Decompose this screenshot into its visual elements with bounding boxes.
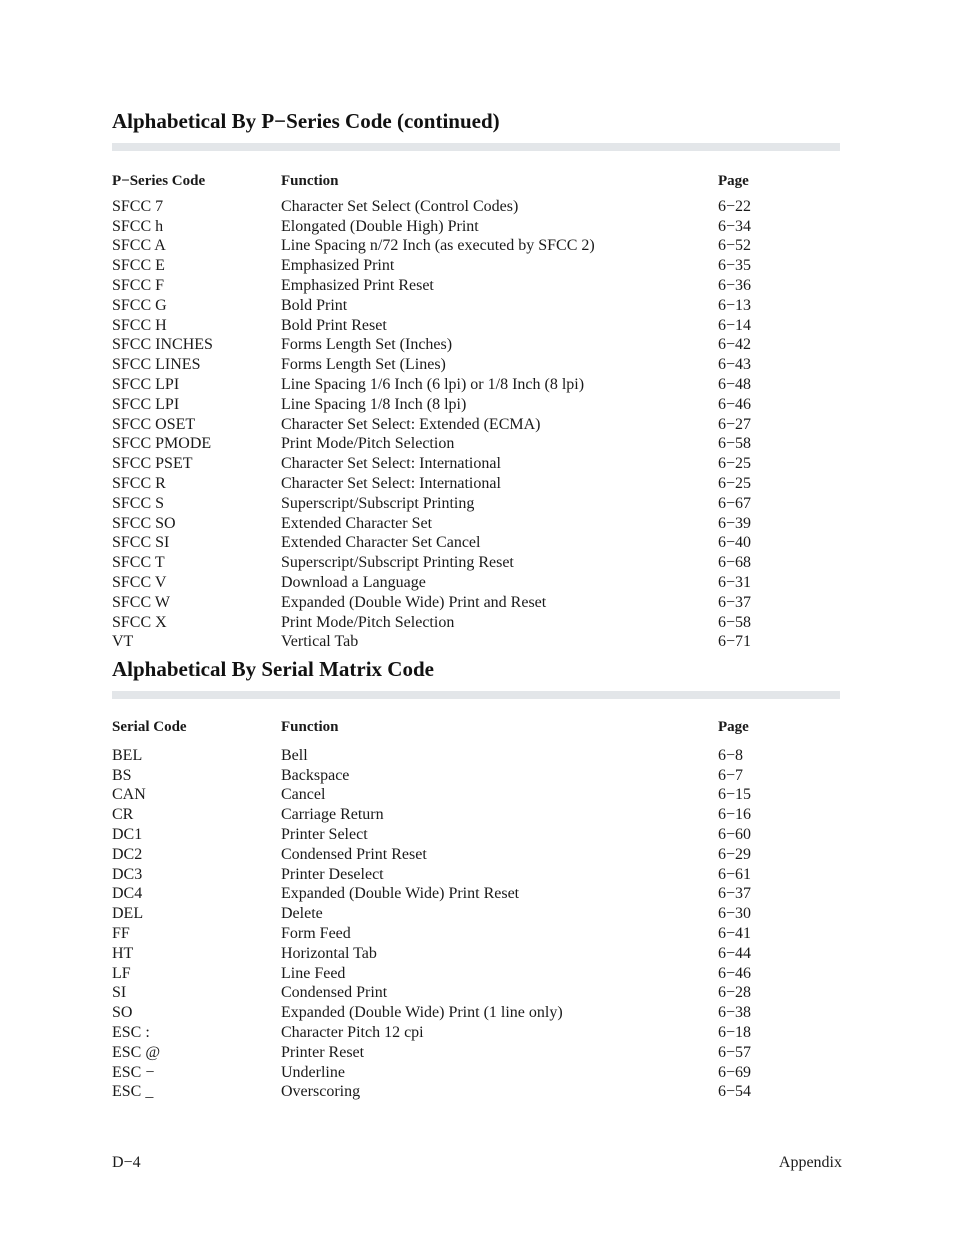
- page-ref-cell: 6−52: [718, 237, 752, 255]
- page-ref-cell: 6−38: [718, 1004, 752, 1022]
- column-header-function: Function: [281, 719, 339, 735]
- table-row: [112, 845, 841, 865]
- code-cell: BEL: [112, 746, 143, 764]
- page-ref-cell: 6−60: [718, 825, 752, 843]
- table-row: [112, 964, 841, 984]
- section-pseries-codes: [112, 108, 841, 652]
- function-cell: Elongated (Double High) Print: [281, 217, 479, 235]
- function-cell: Underline: [281, 1063, 345, 1081]
- page-ref-cell: 6−34: [718, 217, 752, 235]
- column-header-page: Page: [718, 173, 749, 189]
- page-ref-cell: 6−67: [718, 494, 752, 512]
- code-cell: SFCC G: [112, 296, 167, 314]
- code-cell: DC2: [112, 845, 143, 863]
- table-row: [112, 1023, 841, 1043]
- table-row: [112, 632, 841, 652]
- function-cell: Extended Character Set: [281, 514, 433, 532]
- serial-code-table: [112, 718, 841, 1102]
- function-cell: Line Spacing n/72 Inch (as executed by SFCC 2): [281, 237, 595, 255]
- function-cell: Expanded (Double Wide) Print and Reset: [281, 593, 547, 611]
- table-row: [112, 494, 841, 514]
- table-row: [112, 415, 841, 435]
- function-cell: Condensed Print: [281, 984, 388, 1002]
- page-ref-cell: 6−29: [718, 845, 752, 863]
- function-cell: Line Spacing 1/6 Inch (6 lpi) or 1/8 Inch (8 lpi): [281, 375, 585, 393]
- page-ref-cell: 6−58: [718, 613, 752, 631]
- code-cell: SFCC W: [112, 593, 170, 611]
- pseries-code-table: [112, 172, 841, 652]
- code-cell: SFCC T: [112, 554, 165, 572]
- section-serial-matrix-codes: [112, 656, 841, 1102]
- code-cell: VT: [112, 633, 134, 651]
- page-ref-cell: 6−28: [718, 984, 752, 1002]
- code-cell: HT: [112, 944, 134, 962]
- table-row: [112, 514, 841, 534]
- code-cell: SFCC LPI: [112, 375, 180, 393]
- table-row: [112, 355, 841, 375]
- code-cell: DC3: [112, 865, 143, 883]
- code-cell: CR: [112, 806, 134, 824]
- code-cell: SFCC SO: [112, 514, 176, 532]
- table-body: [112, 746, 841, 1102]
- page-ref-cell: 6−41: [718, 924, 752, 942]
- chapter-name: Appendix: [778, 1154, 842, 1171]
- table-row: [112, 593, 841, 613]
- function-cell: Character Set Select: Extended (ECMA): [281, 415, 541, 433]
- code-cell: LF: [112, 964, 131, 982]
- function-cell: Delete: [281, 905, 323, 923]
- function-cell: Form Feed: [281, 924, 351, 942]
- section-title: Alphabetical By Serial Matrix Code: [112, 657, 434, 681]
- page-ref-cell: 6−30: [718, 905, 752, 923]
- function-cell: Expanded (Double Wide) Print (1 line only): [281, 1004, 563, 1022]
- function-cell: Superscript/Subscript Printing: [281, 494, 475, 512]
- code-cell: SFCC PSET: [112, 455, 193, 473]
- table-row: [112, 573, 841, 593]
- page-ref-cell: 6−31: [718, 573, 752, 591]
- function-cell: Condensed Print Reset: [281, 845, 427, 863]
- page-ref-cell: 6−42: [718, 336, 752, 354]
- page-ref-cell: 6−27: [718, 415, 752, 433]
- table-row: [112, 395, 841, 415]
- table-row: [112, 1082, 841, 1102]
- page-ref-cell: 6−13: [718, 296, 752, 314]
- code-cell: SFCC PMODE: [112, 435, 212, 453]
- function-cell: Vertical Tab: [281, 633, 359, 651]
- function-cell: Emphasized Print Reset: [281, 276, 434, 294]
- function-cell: Printer Reset: [281, 1043, 365, 1061]
- table-header-row: [112, 172, 841, 192]
- code-cell: SFCC LPI: [112, 395, 180, 413]
- code-cell: SFCC E: [112, 257, 165, 275]
- page-ref-cell: 6−57: [718, 1043, 752, 1061]
- column-header-function: Function: [281, 173, 339, 189]
- code-cell: SFCC S: [112, 494, 165, 512]
- table-row: [112, 335, 841, 355]
- table-row: [112, 276, 841, 296]
- page-ref-cell: 6−39: [718, 514, 752, 532]
- table-row: [112, 924, 841, 944]
- function-cell: Print Mode/Pitch Selection: [281, 613, 455, 631]
- page-ref-cell: 6−46: [718, 964, 752, 982]
- table-row: [112, 613, 841, 633]
- table-row: [112, 316, 841, 336]
- table-header-row: [112, 718, 841, 738]
- table-row: [112, 217, 841, 237]
- function-cell: Extended Character Set Cancel: [281, 534, 481, 552]
- page-ref-cell: 6−54: [718, 1083, 752, 1101]
- table-row: [112, 944, 841, 964]
- page-ref-cell: 6−58: [718, 435, 752, 453]
- function-cell: Cancel: [281, 786, 326, 804]
- function-cell: Superscript/Subscript Printing Reset: [281, 554, 514, 572]
- code-cell: BS: [112, 766, 132, 784]
- table-row: [112, 296, 841, 316]
- table-row: [112, 983, 841, 1003]
- page-ref-cell: 6−16: [718, 806, 752, 824]
- table-row: [112, 884, 841, 904]
- code-cell: SI: [112, 984, 127, 1002]
- code-cell: SFCC INCHES: [112, 336, 213, 354]
- code-cell: DC1: [112, 825, 143, 843]
- code-cell: DEL: [112, 905, 144, 923]
- code-cell: FF: [112, 924, 130, 942]
- code-cell: ESC _: [112, 1083, 154, 1101]
- function-cell: Forms Length Set (Inches): [281, 336, 453, 354]
- page-ref-cell: 6−22: [718, 197, 752, 215]
- section-divider: [112, 143, 840, 151]
- code-cell: SFCC A: [112, 237, 166, 255]
- function-cell: Horizontal Tab: [281, 944, 377, 962]
- table-row: [112, 533, 841, 553]
- function-cell: Character Pitch 12 cpi: [281, 1023, 424, 1041]
- page-number: D−4: [112, 1154, 141, 1171]
- table-row: [112, 434, 841, 454]
- page-ref-cell: 6−40: [718, 534, 752, 552]
- column-header-page: Page: [718, 719, 749, 735]
- function-cell: Printer Deselect: [281, 865, 384, 883]
- code-cell: ESC @: [112, 1043, 161, 1061]
- code-cell: SFCC 7: [112, 197, 164, 215]
- code-cell: CAN: [112, 786, 146, 804]
- table-row: [112, 1003, 841, 1023]
- code-cell: ESC :: [112, 1023, 150, 1041]
- page-ref-cell: 6−44: [718, 944, 752, 962]
- function-cell: Expanded (Double Wide) Print Reset: [281, 885, 520, 903]
- function-cell: Print Mode/Pitch Selection: [281, 435, 455, 453]
- column-header-code: Serial Code: [112, 719, 187, 735]
- function-cell: Character Set Select (Control Codes): [281, 197, 519, 215]
- function-cell: Carriage Return: [281, 806, 384, 824]
- table-row: [112, 553, 841, 573]
- page-ref-cell: 6−37: [718, 885, 752, 903]
- function-cell: Emphasized Print: [281, 257, 395, 275]
- table-row: [112, 236, 841, 256]
- page-ref-cell: 6−69: [718, 1063, 752, 1081]
- table-row: [112, 1063, 841, 1083]
- table-row: [112, 454, 841, 474]
- function-cell: Backspace: [281, 766, 350, 784]
- section-divider: [112, 691, 840, 699]
- function-cell: Character Set Select: International: [281, 474, 501, 492]
- table-row: [112, 256, 841, 276]
- page-ref-cell: 6−25: [718, 474, 752, 492]
- page-ref-cell: 6−25: [718, 455, 752, 473]
- function-cell: Line Feed: [281, 964, 346, 982]
- page-ref-cell: 6−48: [718, 375, 752, 393]
- page-ref-cell: 6−7: [718, 766, 744, 784]
- page-ref-cell: 6−36: [718, 276, 752, 294]
- table-row: [112, 746, 841, 766]
- table-row: [112, 766, 841, 786]
- table-row: [112, 375, 841, 395]
- page-ref-cell: 6−8: [718, 746, 744, 764]
- column-header-code: P−Series Code: [112, 173, 206, 189]
- table-row: [112, 474, 841, 494]
- page-ref-cell: 6−18: [718, 1023, 752, 1041]
- code-cell: ESC −: [112, 1063, 155, 1081]
- code-cell: SFCC R: [112, 474, 166, 492]
- table-row: [112, 197, 841, 217]
- code-cell: SFCC SI: [112, 534, 170, 552]
- code-cell: SFCC H: [112, 316, 167, 334]
- code-cell: SFCC LINES: [112, 356, 201, 374]
- function-cell: Bell: [281, 746, 308, 764]
- section-title: Alphabetical By P−Series Code (continued): [112, 109, 500, 133]
- code-cell: SO: [112, 1004, 133, 1022]
- page-ref-cell: 6−14: [718, 316, 752, 334]
- function-cell: Printer Select: [281, 825, 368, 843]
- function-cell: Character Set Select: International: [281, 455, 501, 473]
- table-row: [112, 785, 841, 805]
- code-cell: SFCC h: [112, 217, 164, 235]
- table-row: [112, 825, 841, 845]
- table-row: [112, 1043, 841, 1063]
- page-ref-cell: 6−61: [718, 865, 752, 883]
- table-row: [112, 805, 841, 825]
- code-cell: SFCC F: [112, 276, 165, 294]
- function-cell: Line Spacing 1/8 Inch (8 lpi): [281, 395, 467, 413]
- page-ref-cell: 6−35: [718, 257, 752, 275]
- table-row: [112, 865, 841, 885]
- table-row: [112, 904, 841, 924]
- function-cell: Bold Print: [281, 296, 348, 314]
- page-ref-cell: 6−43: [718, 356, 752, 374]
- table-body: [112, 197, 841, 652]
- function-cell: Download a Language: [281, 573, 426, 591]
- function-cell: Overscoring: [281, 1083, 361, 1101]
- code-cell: SFCC OSET: [112, 415, 196, 433]
- code-cell: SFCC V: [112, 573, 167, 591]
- page-ref-cell: 6−15: [718, 786, 752, 804]
- page-ref-cell: 6−71: [718, 633, 752, 651]
- page-ref-cell: 6−46: [718, 395, 752, 413]
- function-cell: Forms Length Set (Lines): [281, 356, 446, 374]
- function-cell: Bold Print Reset: [281, 316, 387, 334]
- code-cell: DC4: [112, 885, 143, 903]
- code-cell: SFCC X: [112, 613, 167, 631]
- page-ref-cell: 6−37: [718, 593, 752, 611]
- page-ref-cell: 6−68: [718, 554, 752, 572]
